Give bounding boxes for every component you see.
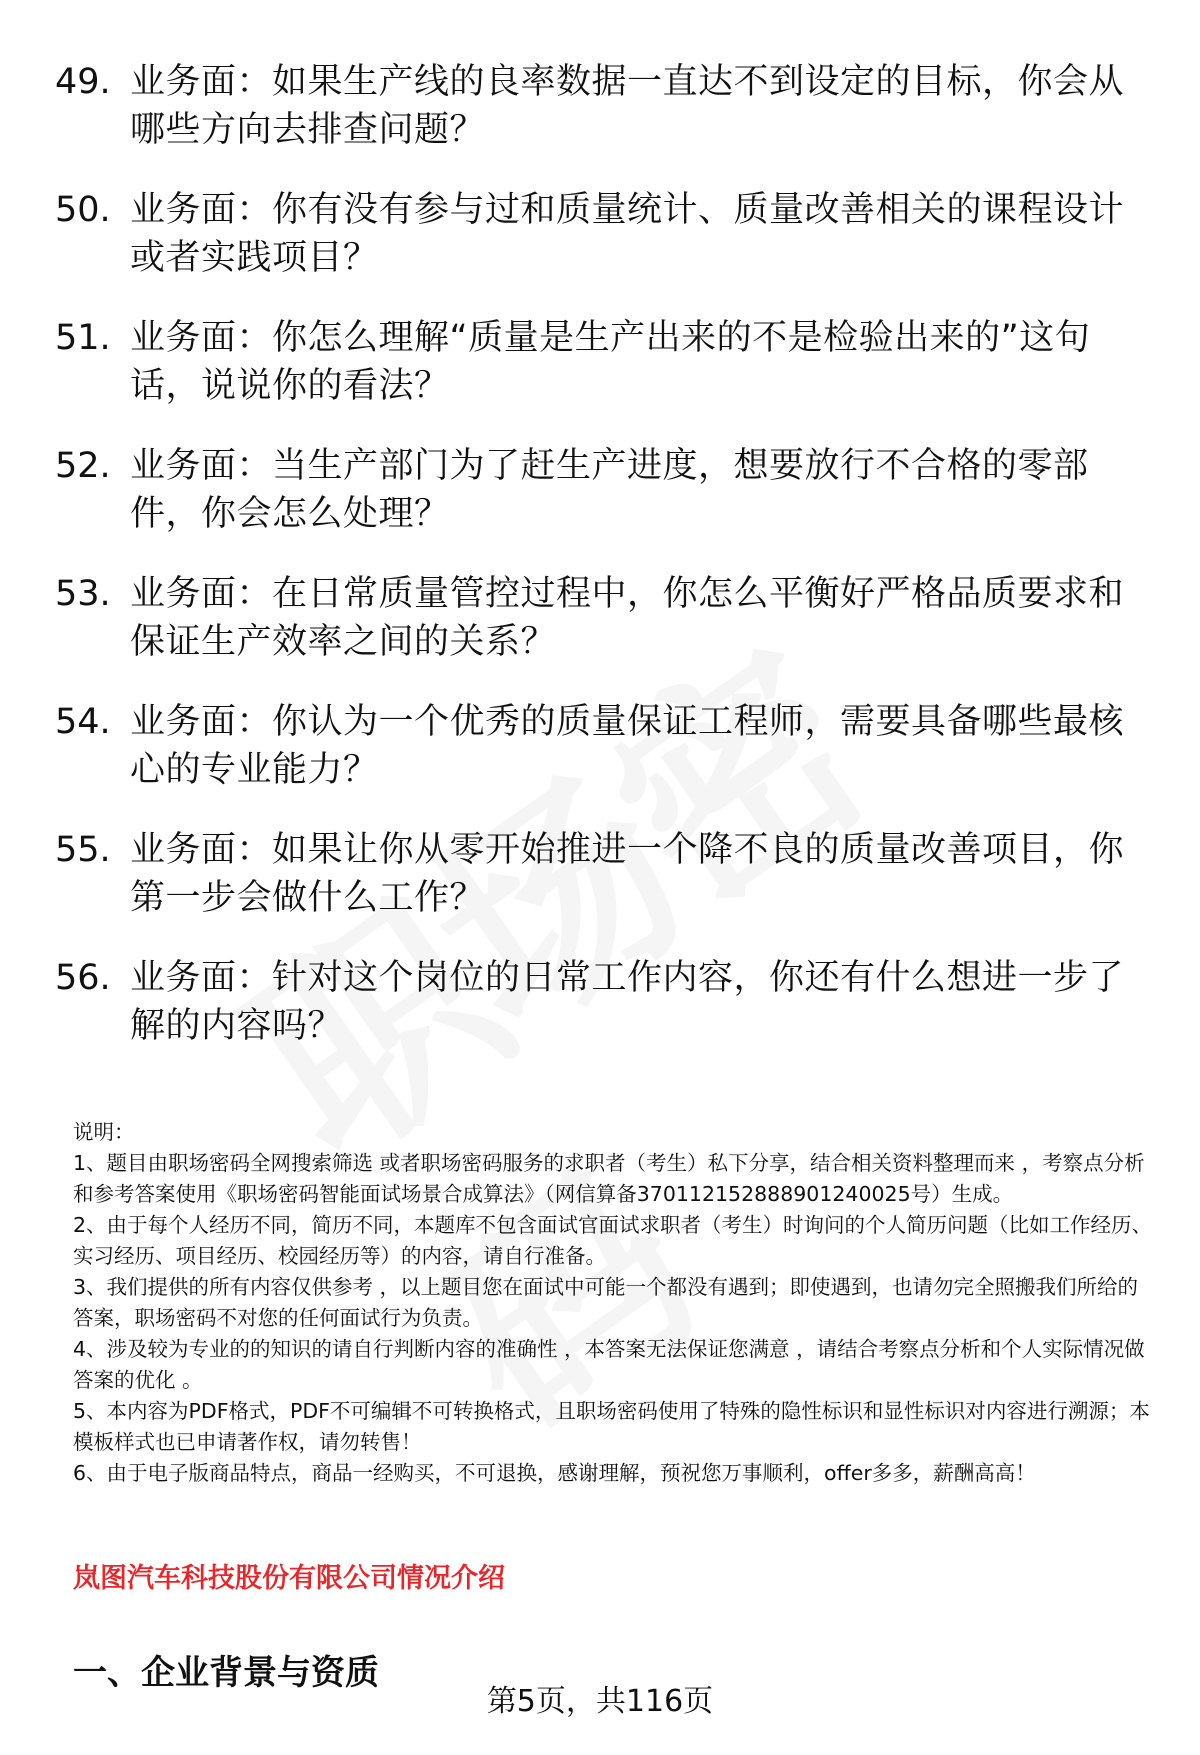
note-item: 3、我们提供的所有内容仅供参考 ，以上题目您在面试中可能一个都没有遇到；即使遇到，也请勿完全照搬我们所给的答案，职场密码不对您的任何面试行为负责。 bbox=[73, 1275, 1139, 1330]
section-heading: 一、企业背景与资质 bbox=[73, 1653, 379, 1693]
question-text: 业务面：当生产部门为了赶生产进度，想要放行不合格的零部件，你会怎么处理？ bbox=[130, 446, 1089, 534]
note-item: 4、涉及较为专业的的知识的请自行判断内容的准确性 ，本答案无法保证您满意 ，请结合考察点分析和个人实际情况做答案的优化 。 bbox=[73, 1337, 1145, 1392]
question-item bbox=[55, 826, 1155, 922]
note-item: 1、题目由职场密码全网搜索筛选 或者职场密码服务的求职者（考生）私下分享，结合相关资料整理而来 ，考察点分析和参考答案使用《职场密码智能面试场景合成算法》（网信算备370112152888901240025号）生成。 bbox=[73, 1151, 1145, 1206]
question-number: 51. bbox=[55, 318, 111, 358]
question-number: 54. bbox=[55, 702, 111, 742]
question-number: 52. bbox=[55, 446, 111, 486]
page-number: 第5页，共116页 bbox=[486, 1684, 714, 1719]
question-text: 业务面：针对这个岗位的日常工作内容，你还有什么想进一步了解的内容吗？ bbox=[130, 958, 1125, 1046]
company-title: 岚图汽车科技股份有限公司情况介绍 bbox=[73, 1563, 505, 1594]
question-number: 55. bbox=[55, 830, 111, 870]
notes-section bbox=[73, 1117, 1158, 1489]
notes-heading: 说明： bbox=[73, 1120, 135, 1144]
note-item: 6、由于电子版商品特点，商品一经购买，不可退换，感谢理解，预祝您万事顺利，offer多多，薪酬高高！ bbox=[73, 1461, 1036, 1485]
question-number: 56. bbox=[55, 958, 111, 998]
question-item bbox=[55, 442, 1155, 538]
note-item: 5、本内容为PDF格式，PDF不可编辑不可转换格式，且职场密码使用了特殊的隐性标识和显性标识对内容进行溯源；本模板样式也已申请著作权，请勿转售！ bbox=[73, 1399, 1150, 1454]
note-item: 2、由于每个人经历不同，简历不同，本题库不包含面试官面试求职者（考生）时询问的个人简历问题（比如工作经历、实习经历、项目经历、校园经历等）的内容，请自行准备。 bbox=[73, 1213, 1153, 1268]
question-text: 业务面：如果生产线的良率数据一直达不到设定的目标，你会从哪些方向去排查问题？ bbox=[130, 62, 1125, 150]
question-number: 50. bbox=[55, 190, 111, 230]
question-item bbox=[55, 58, 1155, 154]
question-item bbox=[55, 314, 1155, 410]
question-number: 49. bbox=[55, 62, 111, 102]
question-item bbox=[55, 186, 1155, 282]
question-text: 业务面：如果让你从零开始推进一个降不良的质量改善项目，你第一步会做什么工作？ bbox=[130, 830, 1125, 918]
question-text: 业务面：你有没有参与过和质量统计、质量改善相关的课程设计或者实践项目？ bbox=[130, 190, 1125, 278]
question-text: 业务面：你怎么理解“质量是生产出来的不是检验出来的”这句话，说说你的看法？ bbox=[130, 318, 1091, 406]
question-item bbox=[55, 698, 1155, 794]
question-text: 业务面：你认为一个优秀的质量保证工程师，需要具备哪些最核心的专业能力？ bbox=[130, 702, 1125, 790]
question-item bbox=[55, 954, 1155, 1050]
question-number: 53. bbox=[55, 574, 111, 614]
question-item bbox=[55, 570, 1155, 666]
question-list bbox=[55, 58, 1155, 1082]
question-text: 业务面：在日常质量管控过程中，你怎么平衡好严格品质要求和保证生产效率之间的关系？ bbox=[130, 574, 1125, 662]
